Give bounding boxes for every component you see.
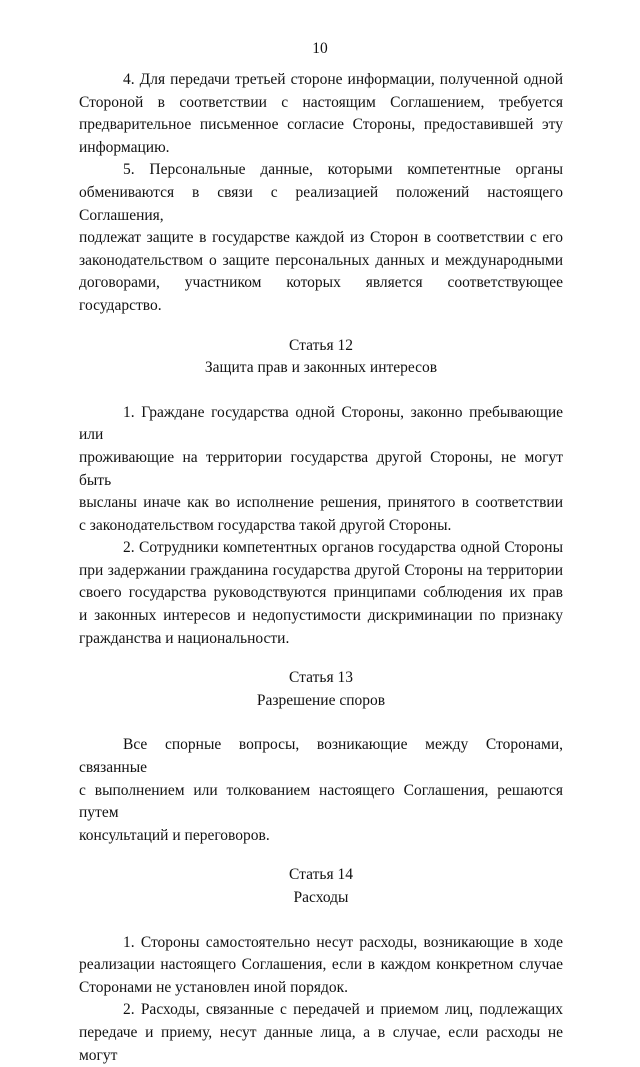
paragraph-14-1 [79, 932, 563, 1000]
paragraph-14-2 [79, 999, 563, 1067]
text-line: реализации настоящего Соглашения, если в каждом конкретном случае [79, 956, 563, 974]
article-14-title: Расходы [293, 889, 349, 906]
text-line: своего государства руководствуются принципами соблюдения их прав [79, 584, 563, 602]
text-line: 5. Персональные данные, которыми компетентные органы [123, 161, 563, 179]
paragraph-11-5 [79, 159, 563, 317]
text-line: проживающие на территории государства другой Стороны, не могут быть [79, 448, 563, 489]
text-line: 1. Граждане государства одной Стороны, законно пребывающие или [79, 403, 563, 444]
text-line: с законодательством государства такой другой Стороны. [79, 516, 452, 534]
paragraph-11-4 [79, 69, 563, 159]
text-line: договорами, участником которых является соответствующее государство. [79, 274, 563, 314]
article-13-number: Статья 13 [289, 669, 353, 687]
text-line: с выполнением или толкованием настоящего Соглашения, решаются путем [79, 781, 563, 822]
paragraph-12-1 [79, 402, 563, 538]
text-line: 2. Расходы, связанные с передачей и приемом лиц, подлежащих [123, 1001, 563, 1019]
article-12-title: Защита прав и законных интересов [204, 359, 438, 377]
article-14-number: Статья 14 [289, 866, 353, 884]
paragraph-12-2 [79, 537, 563, 650]
text-line: информацию. [79, 138, 170, 156]
text-line: передаче и приему, несут данные лица, а в случае, если расходы не могут [79, 1023, 563, 1064]
text-line: 4. Для передачи третьей стороне информации, полученной одной [123, 71, 563, 88]
text-line: 2. Сотрудники компетентных органов государства одной Стороны [123, 539, 563, 557]
text-line: Сторонами не установлен иной порядок. [79, 978, 349, 996]
text-line: обмениваются в связи с реализацией положений настоящего Соглашения, [79, 183, 563, 224]
text-line: гражданства и национальности. [79, 629, 290, 647]
text-line: законодательством о защите персональных данных и международными [79, 251, 563, 269]
text-line: подлежат защите в государстве каждой из Сторон в соответствии с его [79, 229, 563, 247]
document-body [79, 69, 563, 1067]
text-line: и законных интересов и недопустимости дискриминации по признаку [79, 607, 563, 625]
article-12-number: Статья 12 [289, 336, 353, 354]
page-number: 10 [312, 40, 328, 57]
text-line: Стороной в соответствии с настоящим Соглашением, требуется [79, 93, 563, 111]
text-line: Все спорные вопросы, возникающие между Сторонами, связанные [79, 736, 563, 777]
text-line: предварительное письменное согласие Стороны, предоставившей эту [79, 116, 563, 134]
paragraph-13-1 [79, 734, 563, 847]
text-line: при задержании гражданина государства другой Стороны на территории [79, 561, 563, 579]
text-line: 1. Стороны самостоятельно несут расходы, возникающие в ходе [123, 933, 563, 951]
article-13-title: Разрешение споров [256, 691, 386, 709]
text-line: консультаций и переговоров. [79, 826, 270, 844]
text-line: высланы иначе как во исполнение решения, принятого в соответствии [79, 494, 563, 512]
